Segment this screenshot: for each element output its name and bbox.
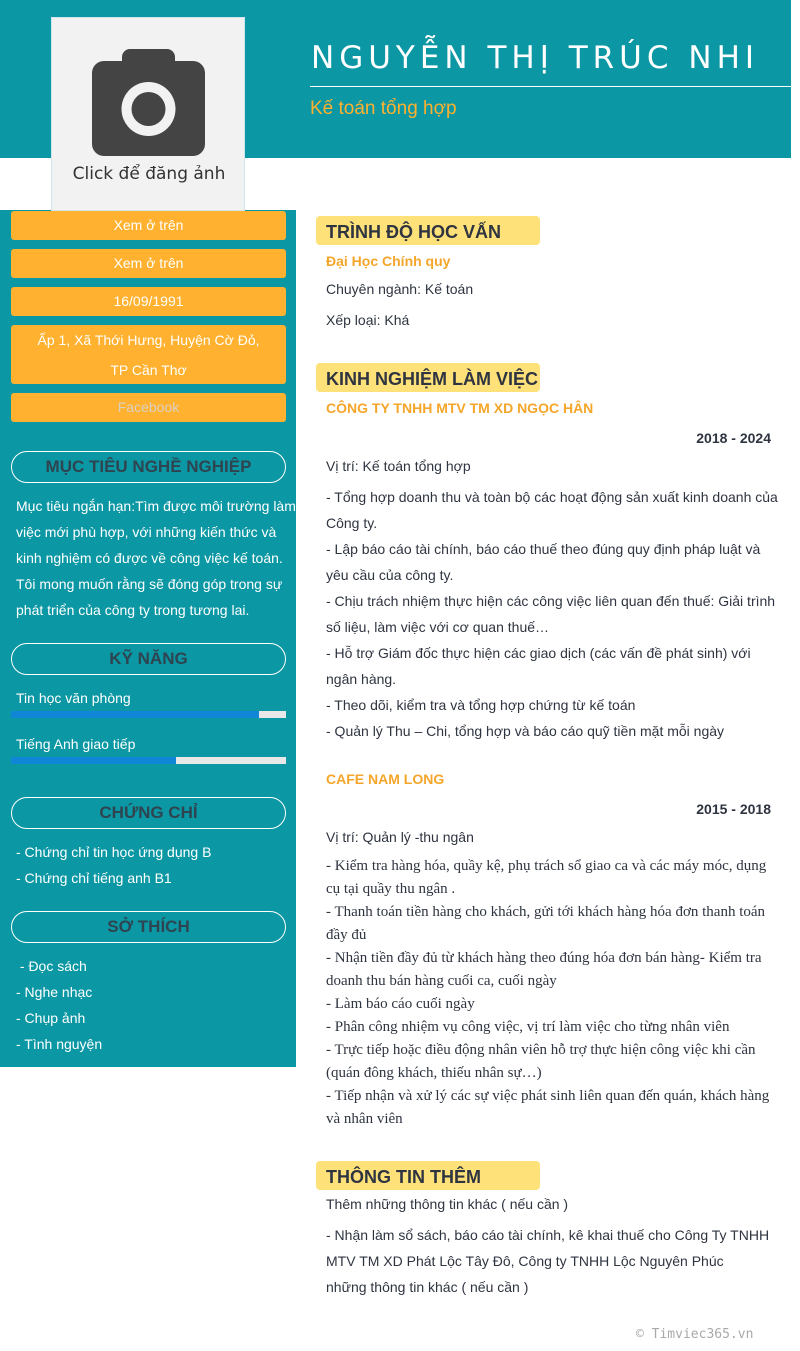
skill-bar bbox=[11, 711, 286, 718]
job-company[interactable]: CÔNG TY TNHH MTV TM XD NGỌC HÂN bbox=[326, 400, 594, 416]
job-position[interactable]: Vị trí: Quản lý -thu ngân bbox=[326, 829, 474, 845]
duty-line: - Chịu trách nhiệm thực hiện các công việc liên quan đến thuế: Giải trình số liệu, làm việc với cơ quan thuế… bbox=[326, 593, 776, 635]
skill-bar-fill bbox=[11, 711, 259, 718]
objective-heading[interactable]: MỤC TIÊU NGHỀ NGHIỆP bbox=[11, 451, 286, 483]
objective-text[interactable]: Mục tiêu ngắn hạn:Tìm được môi trường làm việc mới phù hợp, với những kiến thức và kinh nghiệm có được về công việc kế toán. Tôi mong muốn rằng sẽ đóng góp trong sự phát triển của công ty trong tương lai. bbox=[16, 498, 296, 618]
job-title[interactable]: Kế toán tổng hợp bbox=[310, 98, 457, 119]
hobbies-heading[interactable]: SỞ THÍCH bbox=[11, 911, 286, 943]
job-period[interactable]: 2018 - 2024 bbox=[696, 430, 771, 446]
candidate-name[interactable]: NGUYỄN THỊ TRÚC NHI bbox=[311, 40, 760, 76]
contact-facebook[interactable]: Facebook bbox=[11, 393, 286, 422]
education-grade[interactable]: Xếp loại: Khá bbox=[326, 312, 410, 328]
extra-line: - Nhận làm sổ sách, báo cáo tài chính, kê khai thuế cho Công Ty TNHH MTV TM XD Phát Lộc Tây Đô, Công ty TNHH Lộc Nguyên Phúc bbox=[326, 1227, 770, 1269]
education-major[interactable]: Chuyên ngành: Kế toán bbox=[326, 281, 474, 297]
duty-line: - Nhận tiền đầy đủ từ khách hàng theo đúng hóa đơn bán hàng- Kiểm tra doanh thu bán hàng cuối ca, cuối ngày bbox=[326, 950, 762, 989]
name-divider bbox=[310, 86, 791, 87]
extra-intro[interactable]: Thêm những thông tin khác ( nếu cần ) bbox=[326, 1196, 569, 1212]
skill-label[interactable]: Tiếng Anh giao tiếp bbox=[16, 736, 136, 752]
skill-bar-fill bbox=[11, 757, 176, 764]
duty-line: - Làm báo cáo cuối ngày bbox=[326, 996, 475, 1012]
hobby-item[interactable]: - Nghe nhạc bbox=[16, 984, 93, 1000]
job-duties[interactable] bbox=[326, 484, 778, 744]
watermark: © Timviec365.vn bbox=[636, 1327, 754, 1342]
hobby-item[interactable]: - Đọc sách bbox=[16, 958, 87, 974]
duty-line: - Kiểm tra hàng hóa, quầy kệ, phụ trách sổ giao ca và các máy móc, dụng cụ tại quầy thu ngân . bbox=[326, 858, 767, 897]
contact-phone[interactable]: Xem ở trên bbox=[11, 211, 286, 240]
contact-birthday[interactable]: 16/09/1991 bbox=[11, 287, 286, 316]
photo-upload[interactable] bbox=[51, 17, 245, 211]
certificate-item[interactable]: - Chứng chỉ tin học ứng dụng B bbox=[16, 844, 212, 860]
duty-line: - Tiếp nhận và xử lý các sự việc phát sinh liên quan đến quán, khách hàng và nhân viên bbox=[326, 1088, 770, 1127]
hobby-item[interactable]: - Chụp ảnh bbox=[16, 1010, 86, 1026]
duty-line: - Lập báo cáo tài chính, báo cáo thuế theo đúng quy định pháp luật và yêu cầu của công ty. bbox=[326, 541, 761, 583]
duty-line: - Quản lý Thu – Chi, tổng hợp và báo cáo quỹ tiền mặt mỗi ngày bbox=[326, 723, 725, 739]
photo-upload-label: Click để đăng ảnh bbox=[72, 164, 226, 184]
duty-line: - Theo dõi, kiểm tra và tổng hợp chứng từ kế toán bbox=[326, 697, 636, 713]
extra-heading[interactable]: THÔNG TIN THÊM bbox=[316, 1161, 540, 1190]
certificates-heading[interactable]: CHỨNG CHỈ bbox=[11, 797, 286, 829]
education-school[interactable]: Đại Học Chính quy bbox=[326, 253, 451, 269]
contact-email[interactable]: Xem ở trên bbox=[11, 249, 286, 278]
extra-body[interactable] bbox=[326, 1222, 778, 1300]
skill-bar bbox=[11, 757, 286, 764]
job-duties[interactable] bbox=[326, 855, 778, 1131]
extra-line: những thông tin khác ( nếu cần ) bbox=[326, 1279, 529, 1295]
contact-address[interactable]: Ấp 1, Xã Thới Hưng, Huyện Cờ Đỏ, TP Cần Thơ bbox=[11, 325, 286, 384]
job-company[interactable]: CAFE NAM LONG bbox=[326, 771, 445, 787]
education-heading[interactable]: TRÌNH ĐỘ HỌC VẤN bbox=[316, 216, 540, 245]
hobby-item[interactable]: - Tình nguyện bbox=[16, 1036, 103, 1052]
experience-heading[interactable]: KINH NGHIỆM LÀM VIỆC bbox=[316, 363, 540, 392]
duty-line: - Phân công nhiệm vụ công việc, vị trí làm việc cho từng nhân viên bbox=[326, 1019, 730, 1035]
duty-line: - Trực tiếp hoặc điều động nhân viên hỗ trợ thực hiện công việc khi cần (quán đông khách, thiếu nhân sự…) bbox=[326, 1042, 756, 1081]
camera-icon bbox=[92, 49, 205, 156]
job-period[interactable]: 2015 - 2018 bbox=[696, 801, 771, 817]
skill-label[interactable]: Tin học văn phòng bbox=[16, 690, 131, 706]
duty-line: - Thanh toán tiền hàng cho khách, gửi tới khách hàng hóa đơn thanh toán đầy đủ bbox=[326, 904, 766, 943]
job-position[interactable]: Vị trí: Kế toán tổng hợp bbox=[326, 458, 471, 474]
duty-line: - Tổng hợp doanh thu và toàn bộ các hoạt động sản xuất kinh doanh của Công ty. bbox=[326, 489, 778, 531]
skills-heading[interactable]: KỸ NĂNG bbox=[11, 643, 286, 675]
certificate-item[interactable]: - Chứng chỉ tiếng anh B1 bbox=[16, 870, 172, 886]
duty-line: - Hỗ trợ Giám đốc thực hiện các giao dịch (các vấn đề phát sinh) với ngân hàng. bbox=[326, 645, 751, 687]
